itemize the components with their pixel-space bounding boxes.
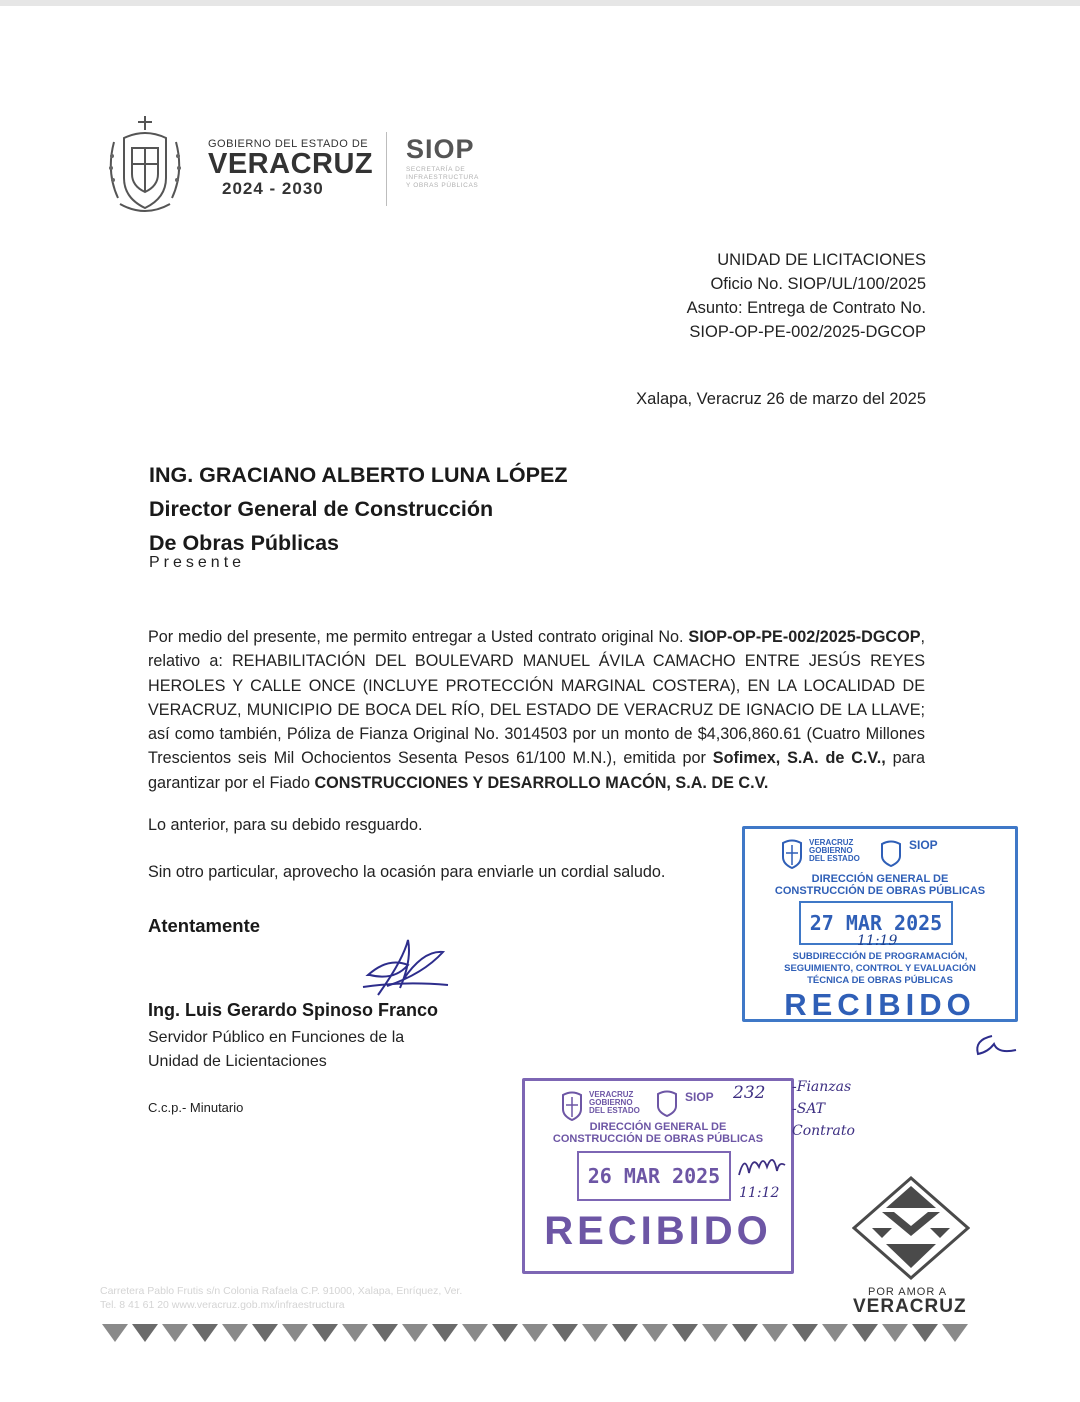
border-triangle [252, 1324, 278, 1342]
footer-tagline-big: VERACRUZ [853, 1296, 967, 1317]
addressee-title-1: Director General de Construcción [149, 497, 494, 521]
decorative-border [100, 1322, 970, 1344]
border-triangle [702, 1324, 728, 1342]
place-date: Xalapa, Veracruz 26 de marzo del 2025 [636, 390, 926, 408]
border-triangle [762, 1324, 788, 1342]
border-triangle [522, 1324, 548, 1342]
presente: Presente [149, 554, 246, 571]
handwritten-number: 232 [733, 1083, 766, 1103]
border-triangle [942, 1324, 968, 1342]
oficio-number: Oficio No. SIOP/UL/100/2025 [710, 275, 926, 293]
signature [348, 935, 458, 1010]
border-triangle [462, 1324, 488, 1342]
safekeeping-line: Lo anterior, para su debido resguardo. [148, 816, 423, 834]
contract-number: SIOP-OP-PE-002/2025-DGCOP [689, 323, 926, 341]
border-triangle [372, 1324, 398, 1342]
handwritten-time: 11:12 [739, 1185, 780, 1201]
border-triangle [162, 1324, 188, 1342]
border-triangle [342, 1324, 368, 1342]
received-stamp-purple [522, 1078, 794, 1274]
signer-title: Servidor Público en Funciones de la Unidad de Licientaciones [148, 1029, 405, 1070]
por-amor-logo-icon [852, 1176, 970, 1280]
border-triangle [672, 1324, 698, 1342]
crest-icon [879, 839, 903, 867]
stamp-date: 27 MAR 2025 [809, 911, 943, 935]
handwritten-notes: -Fianzas -SAT Contrato [792, 1079, 855, 1139]
border-triangle [912, 1324, 938, 1342]
stamp-date: 26 MAR 2025 [587, 1164, 721, 1188]
border-triangle [582, 1324, 608, 1342]
border-triangle [312, 1324, 338, 1342]
stamp-dept-2: CONSTRUCCIÓN DE OBRAS PÚBLICAS [552, 1133, 764, 1145]
signer-name: Ing. Luis Gerardo Spinoso Franco [148, 1000, 439, 1020]
crest-icon [779, 837, 805, 869]
handwritten-time: 11:19 [857, 933, 898, 949]
siop-subtitle: SECRETARÍA DE INFRAESTRUCTURA Y OBRAS PÚBLICAS [406, 166, 479, 189]
addressee [149, 458, 567, 560]
gov-state: VERACRUZ [208, 148, 374, 180]
crest-icon [655, 1089, 679, 1117]
stamp-siop: SIOP [909, 838, 938, 852]
border-triangle [102, 1324, 128, 1342]
footer-address: Carretera Pablo Frutis s/n Colonia Rafaela C.P. 91000, Xalapa, Enríquez, Ver. Tel. 8 41 61 20 www.veracruz.gob.mx/infraestructura [100, 1285, 463, 1311]
gov-years: 2024 - 2030 [222, 179, 324, 198]
border-triangle [222, 1324, 248, 1342]
stamp-recibido: RECIBIDO [544, 1209, 772, 1253]
top-edge [0, 0, 1080, 6]
veracruz-crest-icon [102, 112, 188, 216]
footer-tagline-small: POR AMOR A [868, 1286, 948, 1298]
handwritten-signature [735, 1151, 787, 1181]
border-triangle [402, 1324, 428, 1342]
border-triangle [882, 1324, 908, 1342]
siop-logo-text: SIOP [406, 134, 475, 164]
border-triangle [642, 1324, 668, 1342]
crest-icon [559, 1089, 585, 1121]
stamp-gov-text: VERACRUZ GOBIERNO DEL ESTADO [589, 1090, 640, 1115]
border-triangle [432, 1324, 458, 1342]
border-triangle [822, 1324, 848, 1342]
border-triangle [852, 1324, 878, 1342]
border-triangle [792, 1324, 818, 1342]
stamp-sub-3: TÉCNICA DE OBRAS PÚBLICAS [807, 975, 953, 986]
stamp-dept-1: DIRECCIÓN GENERAL DE [589, 1121, 727, 1133]
addressee-name: ING. GRACIANO ALBERTO LUNA LÓPEZ [149, 463, 568, 487]
stamp-sub-1: SUBDIRECCIÓN DE PROGRAMACIÓN, [792, 951, 968, 962]
greeting-line: Sin otro particular, aprovecho la ocasión para enviarle un cordial saludo. [148, 863, 666, 881]
border-triangle [132, 1324, 158, 1342]
stamp-gov-text: VERACRUZ GOBIERNO DEL ESTADO [809, 838, 860, 863]
stamp-siop: SIOP [685, 1090, 714, 1104]
asunto: Asunto: Entrega de Contrato No. [686, 299, 926, 317]
border-triangle [732, 1324, 758, 1342]
stamp-sub-2: SEGUIMIENTO, CONTROL Y EVALUACIÓN [784, 963, 976, 974]
stamp-date-box [577, 1151, 731, 1201]
received-stamp-blue [742, 826, 1018, 1022]
body-paragraph: Por medio del presente, me permito entregar a Usted contrato original No. SIOP-OP-PE-002/2025-DGCOP, relativo a: REHABILITACIÓN DEL BOULEVARD MANUEL ÁVILA CAMACHO ENTRE JESÚS REYES HEROLES Y CALLE ONCE (INCLUYE PROTECCIÓN MARGINAL COSTERA), EN LA LOCALIDAD DE VERACRUZ, MUNICIPIO DE BOCA DEL RÍO, DEL ESTADO DE VERACRUZ DE IGNACIO DE LA LLAVE; así como también, Póliza de Fianza Original No. 3014503 por un monto de $4,306,860.61 (Cuatro Millones Trescientos seis Mil Ochocientos Sesenta Pesos 61/100 M.N.), emitida por Sofimex, S.A. de C.V., para garantizar por el Fiado CONSTRUCCIONES Y DESARROLLO MACÓN, S.A. DE C.V. [148, 628, 925, 792]
stamp-dept-2: CONSTRUCCIÓN DE OBRAS PÚBLICAS [774, 885, 986, 897]
border-triangle [552, 1324, 578, 1342]
stamp-dept-1: DIRECCIÓN GENERAL DE [811, 873, 949, 885]
border-triangle [282, 1324, 308, 1342]
closing: Atentamente [148, 915, 261, 936]
border-triangle [192, 1324, 218, 1342]
gov-label: GOBIERNO DEL ESTADO DE [208, 138, 369, 150]
initials-mark [970, 1030, 1020, 1060]
stamp-recibido: RECIBIDO [784, 987, 976, 1022]
addressee-title-2: De Obras Públicas [149, 531, 339, 555]
unit: UNIDAD DE LICITACIONES [717, 251, 926, 269]
border-triangle [492, 1324, 518, 1342]
reference-block [687, 248, 926, 344]
header-divider [386, 132, 387, 206]
border-triangle [612, 1324, 638, 1342]
ccp: C.c.p.- Minutario [148, 1100, 244, 1115]
